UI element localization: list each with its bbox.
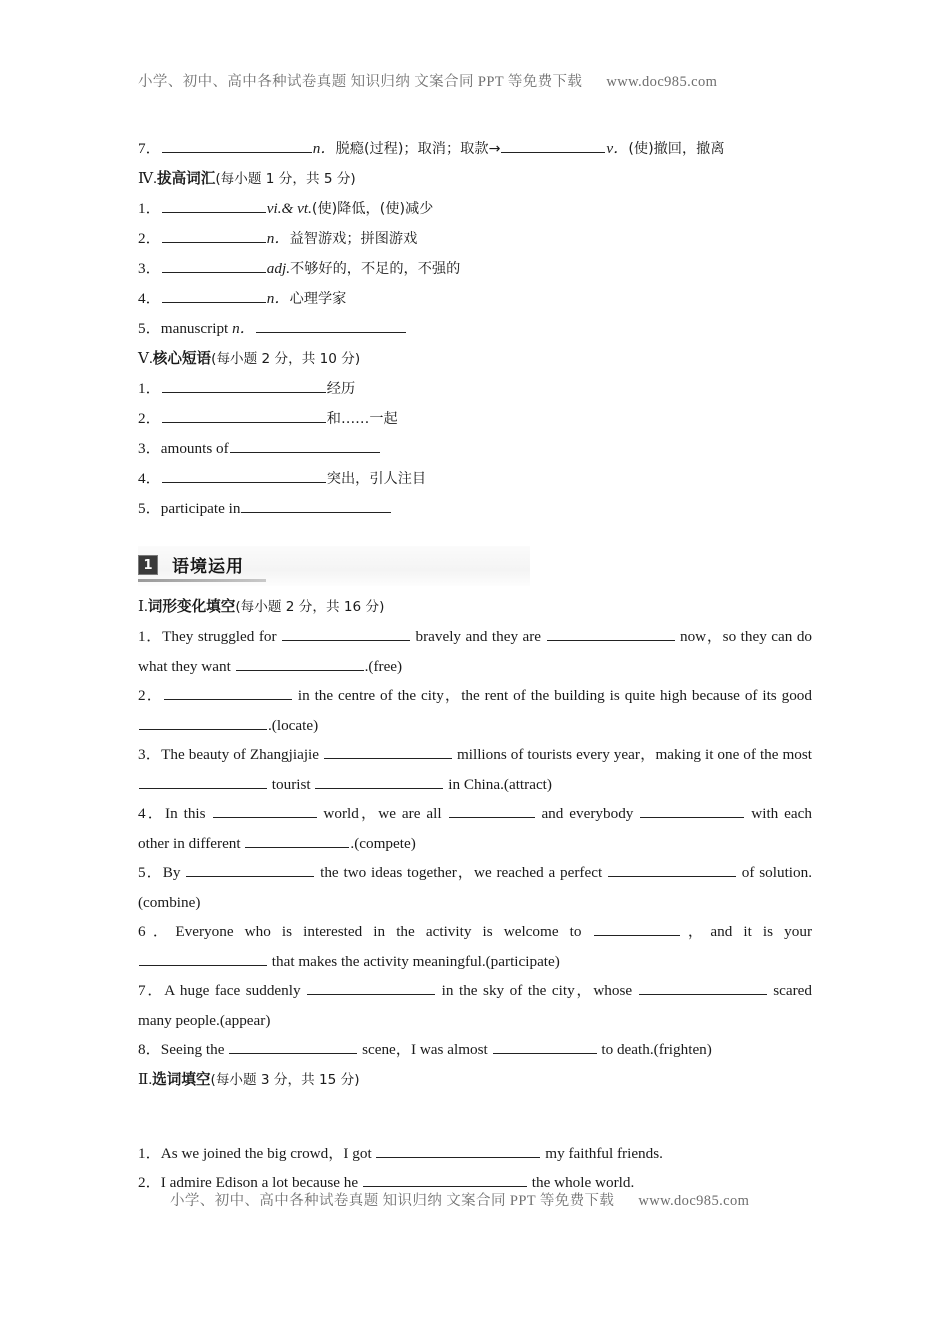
question-text: now，so they can do what they want xyxy=(138,628,813,675)
question-item xyxy=(138,622,812,681)
vocab-item xyxy=(138,314,812,344)
section-number-badge: 1 xyxy=(138,555,158,575)
question-text: my faithful friends. xyxy=(541,1144,663,1162)
item-number: 5． xyxy=(138,864,163,881)
question-text: I admire Edison a lot because he xyxy=(160,1174,362,1191)
item-number: 1． xyxy=(138,380,161,397)
vocab-item-carryover xyxy=(138,134,812,164)
question-item xyxy=(138,1139,812,1169)
answer-blank[interactable] xyxy=(639,979,767,995)
answer-blank[interactable] xyxy=(213,802,317,818)
question-text: The beauty of Zhangjiajie xyxy=(161,746,323,763)
item-number: 3． xyxy=(138,260,161,277)
answer-blank[interactable] xyxy=(139,773,267,789)
item-number: 3． xyxy=(138,746,162,763)
answer-blank[interactable] xyxy=(245,832,349,848)
section-score: (每小题 1 分，共 5 分) xyxy=(215,171,356,187)
item-number: 1． xyxy=(138,200,161,217)
question-text: of solution.(combine) xyxy=(138,864,812,911)
question-text: ，and it is your xyxy=(680,923,812,940)
chinese-gloss: (使)降低，(使)减少 xyxy=(311,201,434,217)
phrase-item xyxy=(138,464,812,494)
chinese-gloss: 脱瘾(过程)；取消；取款 xyxy=(335,141,489,157)
item-number: 4． xyxy=(138,290,161,307)
section-banner xyxy=(138,546,530,586)
section-heading-v xyxy=(138,344,812,374)
vocab-item xyxy=(138,284,812,314)
answer-blank[interactable] xyxy=(186,861,314,877)
section-title: 核心短语 xyxy=(152,350,212,367)
question-text: .(locate) xyxy=(268,716,319,734)
question-text: with each other in different xyxy=(138,805,812,852)
answer-blank[interactable] xyxy=(608,861,736,877)
answer-blank[interactable] xyxy=(324,743,452,759)
answer-blank[interactable] xyxy=(162,467,326,483)
answer-blank[interactable] xyxy=(162,377,326,393)
question-text: Everyone who is interested in the activity is welcome to xyxy=(175,923,593,940)
question-text: in China.(attract) xyxy=(444,775,552,793)
answer-blank[interactable] xyxy=(162,137,312,153)
item-number: 3． xyxy=(138,440,161,457)
item-number: 2． xyxy=(138,410,161,427)
chinese-gloss: 经历 xyxy=(326,381,356,397)
question-item xyxy=(138,799,812,858)
question-text: They struggled for xyxy=(162,628,281,645)
question-text: .(free) xyxy=(364,657,403,675)
banner-underline xyxy=(138,579,266,582)
section-heading-iv xyxy=(138,164,812,194)
question-text: As we joined the big crowd，I got xyxy=(160,1144,376,1162)
arrow-glyph: → xyxy=(488,141,501,157)
vocab-item xyxy=(138,224,812,254)
section-title: 选词填空 xyxy=(152,1070,211,1088)
question-text: Seeing the xyxy=(160,1041,229,1058)
chinese-gloss: (使)撤回，撤离 xyxy=(628,141,725,157)
question-item xyxy=(138,681,812,740)
item-number: 1． xyxy=(138,1144,161,1162)
question-text: to death.(frighten) xyxy=(597,1041,712,1058)
answer-blank[interactable] xyxy=(449,802,535,818)
question-text: and everybody xyxy=(535,805,640,822)
question-text: By xyxy=(162,864,186,881)
answer-blank[interactable] xyxy=(256,317,406,333)
section-score: (每小题 2 分，共 16 分) xyxy=(235,599,385,615)
answer-blank[interactable] xyxy=(241,497,391,513)
document-content xyxy=(138,134,812,1198)
item-number: 5． xyxy=(138,500,161,517)
watermark-header xyxy=(138,70,812,91)
watermark-text: 小学、初中、高中各种试卷真题 知识归纳 文案合同 PPT 等免费下载 xyxy=(170,1193,615,1209)
item-number: 6． xyxy=(138,923,176,940)
banner-inner xyxy=(138,552,244,577)
part-of-speech: n． xyxy=(312,140,336,157)
question-text: that makes the activity meaningful.(participate) xyxy=(268,952,560,970)
section-numeral: Ⅱ. xyxy=(138,1070,153,1088)
part-of-speech: vi.& vt. xyxy=(266,200,312,217)
answer-blank[interactable] xyxy=(594,920,680,936)
question-text: tourist xyxy=(268,775,315,793)
answer-blank[interactable] xyxy=(547,625,675,641)
section-score: (每小题 2 分，共 10 分) xyxy=(211,351,361,367)
answer-blank[interactable] xyxy=(493,1038,597,1054)
question-text: the whole world. xyxy=(527,1174,635,1191)
item-number: 2． xyxy=(138,687,163,704)
item-number: 2． xyxy=(138,1174,161,1191)
answer-blank[interactable] xyxy=(162,407,326,423)
answer-blank[interactable] xyxy=(229,1038,357,1054)
answer-blank[interactable] xyxy=(139,950,267,966)
section-heading-ii xyxy=(138,1065,812,1095)
question-item xyxy=(138,740,812,799)
phrase-item xyxy=(138,374,812,404)
question-text: scared many people.(appear) xyxy=(138,982,812,1029)
answer-blank[interactable] xyxy=(162,197,266,213)
answer-blank[interactable] xyxy=(139,714,267,730)
chinese-gloss: 益智游戏；拼图游戏 xyxy=(289,231,418,247)
phrase-word: participate in xyxy=(160,500,241,517)
question-text: .(compete) xyxy=(350,834,416,852)
question-text: In this xyxy=(165,805,212,822)
question-text: world，we are all xyxy=(317,805,448,822)
question-item xyxy=(138,858,812,917)
question-text: scene，I was almost xyxy=(358,1041,492,1058)
question-text: bravely and they are xyxy=(411,628,546,645)
item-number: 1． xyxy=(138,628,163,645)
section-numeral: Ⅳ. xyxy=(138,170,157,187)
question-text: the two ideas together，we reached a perfect xyxy=(315,864,607,881)
vocab-word: manuscript xyxy=(160,320,229,337)
section-heading-i xyxy=(138,592,812,622)
question-text: in the sky of the city，whose xyxy=(436,982,638,999)
section-numeral: Ⅴ. xyxy=(138,350,153,367)
answer-blank[interactable] xyxy=(315,773,443,789)
item-number: 5． xyxy=(138,320,161,337)
answer-blank[interactable] xyxy=(501,137,605,153)
section-score: (每小题 3 分，共 15 分) xyxy=(210,1071,360,1088)
question-item xyxy=(138,917,812,976)
section-numeral: Ⅰ. xyxy=(138,598,148,615)
phrase-item xyxy=(138,434,812,464)
chinese-gloss: 和……一起 xyxy=(326,411,398,427)
item-number: 4． xyxy=(138,470,161,487)
question-item xyxy=(138,976,812,1035)
answer-blank[interactable] xyxy=(376,1142,540,1158)
answer-blank[interactable] xyxy=(363,1171,527,1187)
section-title: 拔高词汇 xyxy=(156,170,216,187)
chinese-gloss: 不够好的，不足的，不强的 xyxy=(290,261,461,277)
answer-blank[interactable] xyxy=(230,437,380,453)
watermark-url: www.doc985.com xyxy=(638,1193,750,1209)
question-text: A huge face suddenly xyxy=(164,982,307,999)
answer-blank[interactable] xyxy=(162,227,266,243)
item-number: 7． xyxy=(138,982,165,999)
question-item xyxy=(138,1035,812,1065)
item-number: 8． xyxy=(138,1041,161,1058)
banner-title: 语境运用 xyxy=(172,557,244,577)
item-number: 4． xyxy=(138,805,166,822)
vocab-item xyxy=(138,194,812,224)
section-title: 词形变化填空 xyxy=(147,598,236,615)
phrase-item xyxy=(138,404,812,434)
part-of-speech: n． xyxy=(232,320,255,337)
part-of-speech: n． xyxy=(266,230,290,247)
answer-blank[interactable] xyxy=(282,625,410,641)
word-bank-placeholder xyxy=(138,1095,812,1139)
part-of-speech: adj. xyxy=(266,260,290,277)
answer-blank[interactable] xyxy=(236,655,364,671)
phrase-word: amounts of xyxy=(160,440,229,457)
answer-blank[interactable] xyxy=(162,287,266,303)
part-of-speech: n． xyxy=(266,290,290,307)
question-text: in the centre of the city，the rent of the building is quite high because of its good xyxy=(292,687,812,704)
part-of-speech: v． xyxy=(606,140,629,157)
answer-blank[interactable] xyxy=(164,684,292,700)
answer-blank[interactable] xyxy=(640,802,744,818)
answer-blank[interactable] xyxy=(307,979,435,995)
watermark-url: www.doc985.com xyxy=(606,74,718,90)
watermark-text: 小学、初中、高中各种试卷真题 知识归纳 文案合同 PPT 等免费下载 xyxy=(138,74,583,90)
question-text: millions of tourists every year，making it one of the most xyxy=(452,746,813,763)
chinese-gloss: 突出，引人注目 xyxy=(326,471,427,487)
answer-blank[interactable] xyxy=(162,257,266,273)
phrase-item xyxy=(138,494,812,524)
chinese-gloss: 心理学家 xyxy=(289,291,347,307)
watermark-footer xyxy=(170,1189,844,1210)
item-number: 7． xyxy=(138,140,161,157)
item-number: 2． xyxy=(138,230,161,247)
vocab-item xyxy=(138,254,812,284)
